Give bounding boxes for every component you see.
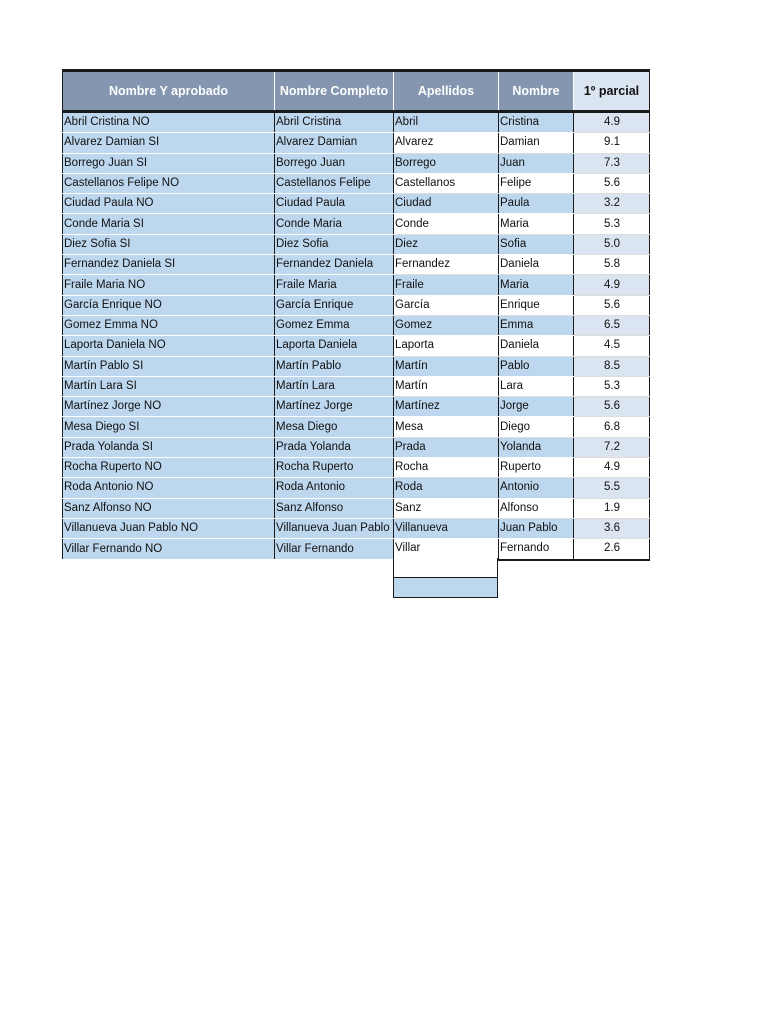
cell-nombre[interactable]: Juan Pablo	[499, 518, 574, 538]
cell-nombre-completo[interactable]: Martín Pablo	[275, 356, 394, 376]
cell-nombre-completo[interactable]: Borrego Juan	[275, 153, 394, 173]
cell-apellidos[interactable]: Fernandez	[394, 255, 499, 275]
cell-nombre[interactable]: Daniela	[499, 336, 574, 356]
cell-primer-parcial[interactable]: 6.5	[574, 315, 650, 335]
cell-apellidos[interactable]: Abril	[394, 112, 499, 133]
cell-primer-parcial[interactable]: 1.9	[574, 498, 650, 518]
table-row	[63, 356, 650, 376]
cell-nombre[interactable]: Fernando	[499, 539, 574, 560]
cell-primer-parcial[interactable]: 5.8	[574, 255, 650, 275]
table-body	[63, 112, 650, 560]
cell-primer-parcial[interactable]: 4.5	[574, 336, 650, 356]
cell-nombre-y-aprobado[interactable]: Castellanos Felipe NO	[63, 173, 275, 193]
spreadsheet	[62, 69, 649, 561]
cell-nombre-completo[interactable]: Abril Cristina	[275, 112, 394, 133]
cell-primer-parcial[interactable]: 4.9	[574, 112, 650, 133]
cell-apellidos[interactable]: Diez	[394, 234, 499, 254]
cell-primer-parcial[interactable]: 5.6	[574, 173, 650, 193]
grades-table	[62, 69, 650, 561]
cell-nombre-completo[interactable]: Martínez Jorge	[275, 397, 394, 417]
header-nombre-y-aprobado[interactable]: Nombre Y aprobado	[63, 71, 275, 112]
cell-primer-parcial[interactable]: 3.6	[574, 518, 650, 538]
cell-primer-parcial[interactable]: 5.0	[574, 234, 650, 254]
cell-nombre-y-aprobado[interactable]: Martín Lara SI	[63, 376, 275, 396]
cell-nombre-y-aprobado[interactable]: Sanz Alfonso NO	[63, 498, 275, 518]
cell-primer-parcial[interactable]: 3.2	[574, 194, 650, 214]
cell-nombre[interactable]: Maria	[499, 275, 574, 295]
cell-apellidos[interactable]: Sanz	[394, 498, 499, 518]
cell-apellidos[interactable]: Conde	[394, 214, 499, 234]
cell-apellidos[interactable]: Martínez	[394, 397, 499, 417]
cell-nombre[interactable]: Lara	[499, 376, 574, 396]
cell-apellidos[interactable]: Villar	[394, 539, 499, 560]
cell-primer-parcial[interactable]: 6.8	[574, 417, 650, 437]
cell-nombre-y-aprobado[interactable]: Diez Sofia SI	[63, 234, 275, 254]
cell-apellidos[interactable]: Martín	[394, 376, 499, 396]
empty-cells	[393, 558, 498, 598]
cell-nombre[interactable]: Juan	[499, 153, 574, 173]
cell-nombre[interactable]: Maria	[499, 214, 574, 234]
table-row	[63, 214, 650, 234]
cell-nombre-completo[interactable]: Martín Lara	[275, 376, 394, 396]
table-row	[63, 315, 650, 335]
cell-nombre-completo[interactable]: Ciudad Paula	[275, 194, 394, 214]
cell-apellidos[interactable]: Alvarez	[394, 133, 499, 153]
header-nombre[interactable]: Nombre	[499, 71, 574, 112]
cell-primer-parcial[interactable]: 5.5	[574, 478, 650, 498]
cell-primer-parcial[interactable]: 5.3	[574, 214, 650, 234]
cell-nombre-completo[interactable]: Roda Antonio	[275, 478, 394, 498]
cell-nombre[interactable]: Jorge	[499, 397, 574, 417]
cell-nombre-y-aprobado[interactable]: Ciudad Paula NO	[63, 194, 275, 214]
cell-nombre-completo[interactable]: Villar Fernando	[275, 539, 394, 560]
table-row	[63, 437, 650, 457]
table-row	[63, 458, 650, 478]
cell-primer-parcial[interactable]: 8.5	[574, 356, 650, 376]
cell-nombre-y-aprobado[interactable]: Fernandez Daniela SI	[63, 255, 275, 275]
cell-nombre-completo[interactable]: García Enrique	[275, 295, 394, 315]
cell-nombre-completo[interactable]: Fraile Maria	[275, 275, 394, 295]
cell-apellidos[interactable]: Rocha	[394, 458, 499, 478]
table-row	[63, 194, 650, 214]
cell-nombre[interactable]: Felipe	[499, 173, 574, 193]
table-row	[63, 478, 650, 498]
cell-nombre[interactable]: Enrique	[499, 295, 574, 315]
cell-nombre[interactable]: Emma	[499, 315, 574, 335]
cell-nombre[interactable]: Alfonso	[499, 498, 574, 518]
header-apellidos[interactable]: Apellidos	[394, 71, 499, 112]
cell-nombre-y-aprobado[interactable]: Mesa Diego SI	[63, 417, 275, 437]
cell-primer-parcial[interactable]: 7.3	[574, 153, 650, 173]
table-row	[63, 376, 650, 396]
table-row	[63, 417, 650, 437]
cell-nombre-y-aprobado[interactable]: Martínez Jorge NO	[63, 397, 275, 417]
table-row	[63, 112, 650, 133]
cell-nombre[interactable]: Pablo	[499, 356, 574, 376]
cell-apellidos[interactable]: Mesa	[394, 417, 499, 437]
cell-primer-parcial[interactable]: 9.1	[574, 133, 650, 153]
cell-nombre-completo[interactable]: Diez Sofia	[275, 234, 394, 254]
cell-nombre-completo[interactable]: Mesa Diego	[275, 417, 394, 437]
cell-primer-parcial[interactable]: 7.2	[574, 437, 650, 457]
cell-nombre-y-aprobado[interactable]: Roda Antonio NO	[63, 478, 275, 498]
cell-nombre-completo[interactable]: Rocha Ruperto	[275, 458, 394, 478]
cell-primer-parcial[interactable]: 5.6	[574, 397, 650, 417]
header-row	[63, 71, 650, 112]
cell-apellidos[interactable]: Castellanos	[394, 173, 499, 193]
cell-nombre[interactable]: Yolanda	[499, 437, 574, 457]
cell-nombre-completo[interactable]: Alvarez Damian	[275, 133, 394, 153]
cell-nombre-completo[interactable]: Conde Maria	[275, 214, 394, 234]
cell-nombre-y-aprobado[interactable]: Alvarez Damian SI	[63, 133, 275, 153]
table-row	[63, 295, 650, 315]
cell-nombre-y-aprobado[interactable]: Abril Cristina NO	[63, 112, 275, 133]
table-row	[63, 133, 650, 153]
cell-nombre-y-aprobado[interactable]: Martín Pablo SI	[63, 356, 275, 376]
header-primer-parcial[interactable]: 1º parcial	[574, 71, 650, 112]
table-row	[63, 275, 650, 295]
cell-nombre-completo[interactable]: Villanueva Juan Pablo	[275, 518, 394, 538]
cell-nombre[interactable]: Daniela	[499, 255, 574, 275]
cell-apellidos[interactable]: Prada	[394, 437, 499, 457]
cell-primer-parcial[interactable]: 5.3	[574, 376, 650, 396]
cell-nombre[interactable]: Sofia	[499, 234, 574, 254]
cell-nombre-y-aprobado[interactable]: Villar Fernando NO	[63, 539, 275, 560]
cell-nombre[interactable]: Damian	[499, 133, 574, 153]
cell-apellidos[interactable]: Villanueva	[394, 518, 499, 538]
cell-apellidos[interactable]: García	[394, 295, 499, 315]
cell-apellidos[interactable]: Roda	[394, 478, 499, 498]
cell-primer-parcial[interactable]: 5.6	[574, 295, 650, 315]
cell-nombre-y-aprobado[interactable]: Prada Yolanda SI	[63, 437, 275, 457]
cell-nombre[interactable]: Antonio	[499, 478, 574, 498]
cell-apellidos[interactable]: Laporta	[394, 336, 499, 356]
cell-nombre-completo[interactable]: Sanz Alfonso	[275, 498, 394, 518]
cell-nombre[interactable]: Diego	[499, 417, 574, 437]
table-row	[63, 336, 650, 356]
cell-apellidos[interactable]: Fraile	[394, 275, 499, 295]
cell-nombre[interactable]: Ruperto	[499, 458, 574, 478]
cell-nombre[interactable]: Paula	[499, 194, 574, 214]
table-row	[63, 255, 650, 275]
cell-apellidos[interactable]: Martín	[394, 356, 499, 376]
table-row	[63, 234, 650, 254]
cell-apellidos[interactable]: Ciudad	[394, 194, 499, 214]
cell-nombre-y-aprobado[interactable]: Borrego Juan SI	[63, 153, 275, 173]
cell-apellidos[interactable]: Borrego	[394, 153, 499, 173]
cell-nombre-y-aprobado[interactable]: Laporta Daniela NO	[63, 336, 275, 356]
header-nombre-completo[interactable]: Nombre Completo	[275, 71, 394, 112]
table-row	[63, 397, 650, 417]
cell-nombre-y-aprobado[interactable]: Rocha Ruperto NO	[63, 458, 275, 478]
cell-nombre-y-aprobado[interactable]: Gomez Emma NO	[63, 315, 275, 335]
cell-nombre-y-aprobado[interactable]: Villanueva Juan Pablo NO	[63, 518, 275, 538]
cell-nombre-completo[interactable]: Laporta Daniela	[275, 336, 394, 356]
cell-nombre-y-aprobado[interactable]: Conde Maria SI	[63, 214, 275, 234]
cell-primer-parcial[interactable]: 4.9	[574, 458, 650, 478]
cell-nombre-completo[interactable]: Prada Yolanda	[275, 437, 394, 457]
cell-nombre[interactable]: Cristina	[499, 112, 574, 133]
table-row	[63, 173, 650, 193]
table-row	[63, 518, 650, 538]
table-row	[63, 539, 650, 560]
empty-cell[interactable]	[393, 558, 498, 578]
cell-apellidos[interactable]: Gomez	[394, 315, 499, 335]
cell-primer-parcial[interactable]: 2.6	[574, 539, 650, 560]
cell-primer-parcial[interactable]: 4.9	[574, 275, 650, 295]
cell-nombre-y-aprobado[interactable]: Fraile Maria NO	[63, 275, 275, 295]
empty-cell[interactable]	[393, 578, 498, 598]
cell-nombre-completo[interactable]: Fernandez Daniela	[275, 255, 394, 275]
cell-nombre-completo[interactable]: Castellanos Felipe	[275, 173, 394, 193]
cell-nombre-completo[interactable]: Gomez Emma	[275, 315, 394, 335]
table-row	[63, 498, 650, 518]
cell-nombre-y-aprobado[interactable]: García Enrique NO	[63, 295, 275, 315]
table-row	[63, 153, 650, 173]
